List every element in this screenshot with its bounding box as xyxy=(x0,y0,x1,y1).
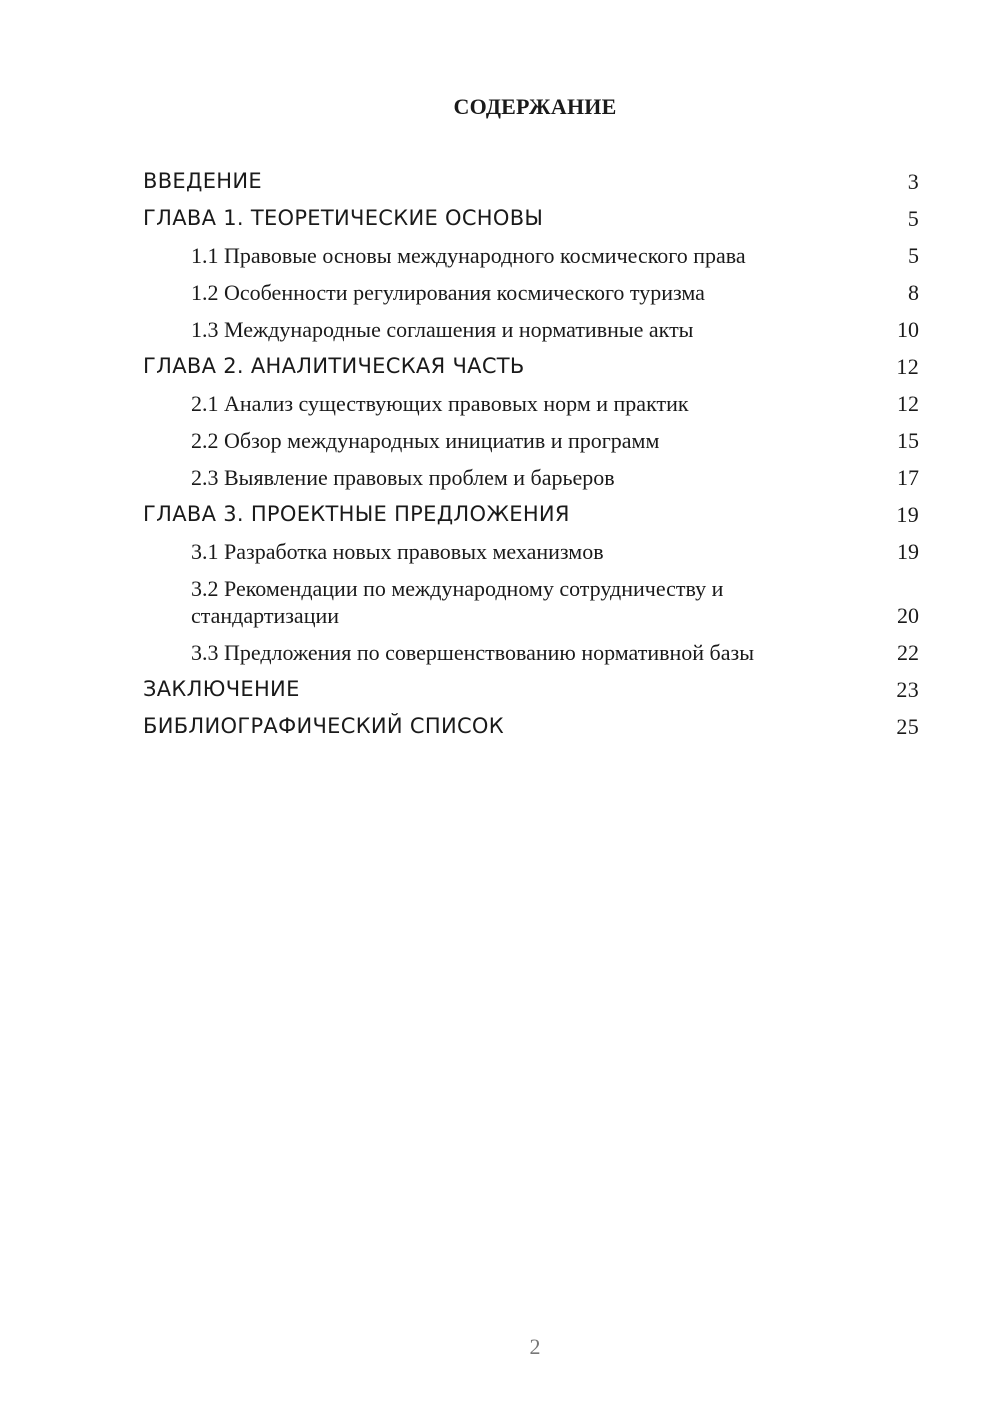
toc-entry-page: 12 xyxy=(896,354,919,379)
toc-entry-label: 2.2 Обзор международных инициатив и программ xyxy=(191,428,660,453)
toc-entry-label: БИБЛИОГРАФИЧЕСКИЙ СПИСОК xyxy=(143,714,504,738)
toc-entry-label: 2.1 Анализ существующих правовых норм и практик xyxy=(191,391,689,416)
toc-list xyxy=(143,168,919,750)
toc-entry xyxy=(143,639,919,666)
toc-entry-label: 3.3 Предложения по совершенствованию нормативной базы xyxy=(191,640,754,665)
toc-entry xyxy=(143,501,919,528)
toc-entry xyxy=(143,168,919,195)
toc-entry xyxy=(143,427,919,454)
toc-entry-label: 1.3 Международные соглашения и нормативные акты xyxy=(191,317,694,342)
toc-entry-page: 8 xyxy=(908,280,919,305)
toc-entry-label: 3.1 Разработка новых правовых механизмов xyxy=(191,539,604,564)
toc-entry-page: 3 xyxy=(907,169,919,194)
toc-entry xyxy=(143,575,919,629)
toc-entry-page: 25 xyxy=(896,714,919,739)
toc-entry-page: 19 xyxy=(896,502,919,527)
toc-entry-label: ЗАКЛЮЧЕНИЕ xyxy=(143,677,300,701)
toc-entry xyxy=(143,279,919,306)
toc-entry-page: 12 xyxy=(897,391,919,416)
toc-entry-page: 5 xyxy=(907,206,919,231)
toc-entry-label: ГЛАВА 3. ПРОЕКТНЫЕ ПРЕДЛОЖЕНИЯ xyxy=(143,502,570,526)
toc-entry-label: 3.2 Рекомендации по международному сотрудничеству и стандартизации xyxy=(191,576,724,628)
toc-entry xyxy=(143,205,919,232)
toc-entry-label: 1.2 Особенности регулирования космического туризма xyxy=(191,280,705,305)
toc-title: СОДЕРЖАНИЕ xyxy=(453,94,617,119)
toc-entry-page: 15 xyxy=(897,428,919,453)
toc-entry xyxy=(143,713,919,740)
toc-entry xyxy=(143,464,919,491)
toc-entry-label: ГЛАВА 1. ТЕОРЕТИЧЕСКИЕ ОСНОВЫ xyxy=(143,206,544,230)
toc-entry-page: 23 xyxy=(896,677,919,702)
page-number: 2 xyxy=(529,1334,541,1359)
toc-entry-page: 10 xyxy=(897,317,919,342)
toc-entry xyxy=(143,676,919,703)
toc-entry-page: 5 xyxy=(908,243,919,268)
toc-entry xyxy=(143,242,919,269)
toc-entry-page: 19 xyxy=(897,539,919,564)
toc-entry-label: 2.3 Выявление правовых проблем и барьеров xyxy=(191,465,615,490)
toc-entry-label: ГЛАВА 2. АНАЛИТИЧЕСКАЯ ЧАСТЬ xyxy=(143,354,525,378)
toc-entry xyxy=(143,353,919,380)
toc-entry xyxy=(143,390,919,417)
toc-entry-label: ВВЕДЕНИЕ xyxy=(143,169,262,193)
toc-entry-label: 1.1 Правовые основы международного космического права xyxy=(191,243,746,268)
toc-entry xyxy=(143,316,919,343)
toc-entry-page: 22 xyxy=(897,640,919,665)
toc-entry xyxy=(143,538,919,565)
toc-entry-page: 20 xyxy=(897,603,919,628)
toc-entry-page: 17 xyxy=(897,465,919,490)
